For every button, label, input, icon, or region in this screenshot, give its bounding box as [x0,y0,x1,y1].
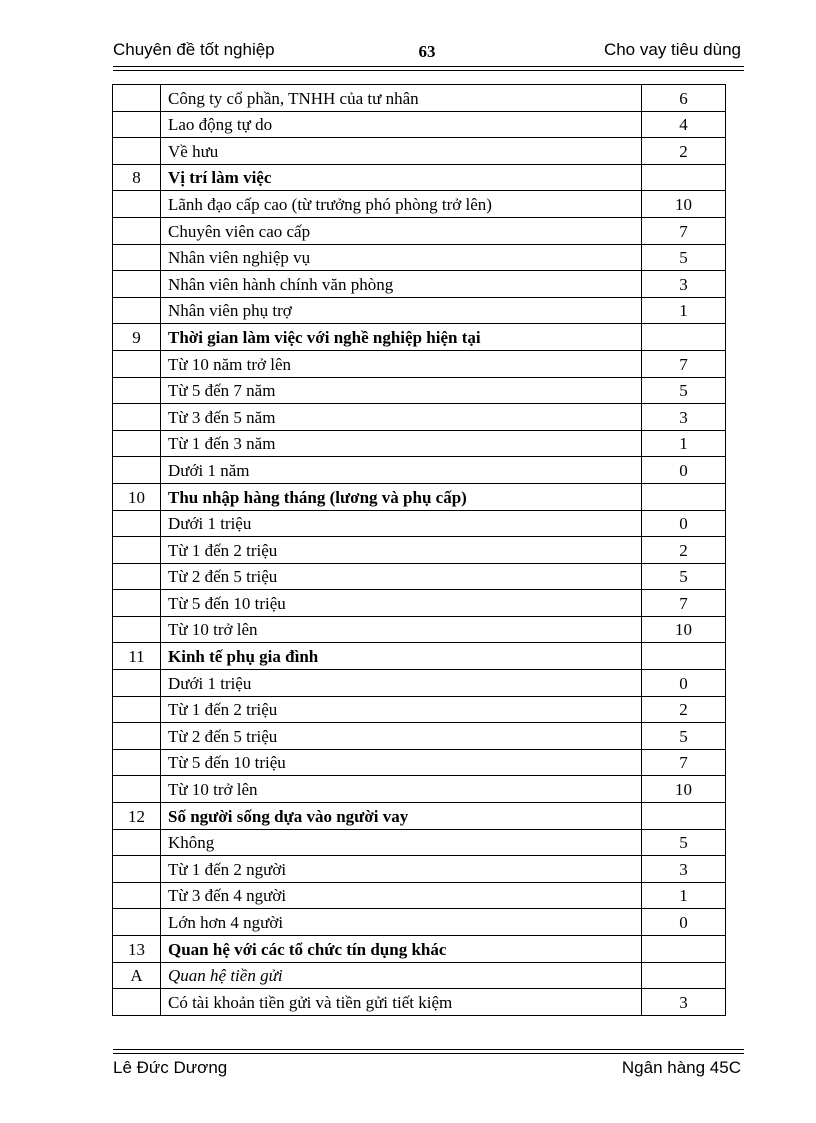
table-row [113,244,726,271]
criterion-cell: Lao động tự do [161,111,642,138]
score-cell: 3 [642,404,726,431]
row-number-cell [113,85,161,112]
criterion-cell: Từ 5 đến 10 triệu [161,749,642,776]
table-row [113,989,726,1016]
criterion-cell: Từ 2 đến 5 triệu [161,723,642,750]
score-cell: 5 [642,723,726,750]
score-cell: 10 [642,616,726,643]
footer-divider [113,1049,744,1054]
table-row [113,803,726,830]
criterion-cell: Từ 10 trở lên [161,776,642,803]
table-row [113,696,726,723]
table-row [113,191,726,218]
score-cell: 5 [642,244,726,271]
score-cell [642,483,726,510]
score-cell: 0 [642,909,726,936]
row-number-cell: A [113,962,161,989]
table-row [113,164,726,191]
score-cell: 4 [642,111,726,138]
row-number-cell [113,377,161,404]
criterion-cell: Nhân viên nghiệp vụ [161,244,642,271]
table-row [113,404,726,431]
table-row [113,297,726,324]
criterion-cell: Từ 5 đến 10 triệu [161,590,642,617]
score-cell [642,936,726,963]
row-number-cell [113,882,161,909]
footer-class: Ngân hàng 45C [621,1058,741,1077]
row-number-cell [113,217,161,244]
table-row [113,670,726,697]
row-number-cell [113,138,161,165]
table-row [113,324,726,351]
score-cell: 5 [642,563,726,590]
score-cell [642,643,726,670]
score-cell: 2 [642,138,726,165]
row-number-cell: 12 [113,803,161,830]
score-cell [642,962,726,989]
table-row [113,217,726,244]
page-number: 63 [418,42,436,61]
score-cell [642,164,726,191]
criterion-cell: Kinh tế phụ gia đình [161,643,642,670]
criterion-cell: Dưới 1 triệu [161,510,642,537]
table-row [113,563,726,590]
row-number-cell [113,723,161,750]
table-row [113,138,726,165]
criterion-cell: Dưới 1 triệu [161,670,642,697]
criterion-cell: Về hưu [161,138,642,165]
row-number-cell [113,616,161,643]
row-number-cell [113,696,161,723]
criterion-cell: Lãnh đạo cấp cao (từ trưởng phó phòng trở lên) [161,191,642,218]
header-topic: Cho vay tiêu dùng [603,40,741,59]
score-cell [642,803,726,830]
criterion-cell: Từ 10 trở lên [161,616,642,643]
page-header [113,40,741,64]
table-row [113,882,726,909]
row-number-cell [113,510,161,537]
criterion-cell: Chuyên viên cao cấp [161,217,642,244]
table-row [113,111,726,138]
row-number-cell: 11 [113,643,161,670]
criterion-cell: Lớn hơn 4 người [161,909,642,936]
criterion-cell: Dưới 1 năm [161,457,642,484]
score-cell: 1 [642,882,726,909]
score-cell: 5 [642,377,726,404]
table-row [113,643,726,670]
row-number-cell [113,909,161,936]
header-divider [113,66,744,71]
table-row [113,829,726,856]
row-number-cell [113,563,161,590]
score-cell: 0 [642,457,726,484]
row-number-cell: 9 [113,324,161,351]
table-row [113,271,726,298]
row-number-cell [113,590,161,617]
table-row [113,590,726,617]
criterion-cell: Quan hệ tiền gửi [161,962,642,989]
row-number-cell [113,776,161,803]
score-cell: 3 [642,271,726,298]
score-cell: 2 [642,696,726,723]
table-row [113,856,726,883]
score-cell: 0 [642,510,726,537]
header-document-title: Chuyên đề tốt nghiệp [113,40,275,59]
row-number-cell [113,537,161,564]
table-row [113,909,726,936]
table-row [113,457,726,484]
table-row [113,776,726,803]
table-row [113,510,726,537]
criterion-cell: Nhân viên hành chính văn phòng [161,271,642,298]
score-cell: 7 [642,350,726,377]
score-cell: 6 [642,85,726,112]
score-cell: 7 [642,217,726,244]
row-number-cell [113,829,161,856]
criterion-cell: Quan hệ với các tổ chức tín dụng khác [161,936,642,963]
row-number-cell [113,271,161,298]
row-number-cell [113,670,161,697]
criterion-cell: Nhân viên phụ trợ [161,297,642,324]
row-number-cell [113,350,161,377]
score-cell: 10 [642,776,726,803]
criterion-cell: Từ 1 đến 2 người [161,856,642,883]
score-cell: 5 [642,829,726,856]
table-row [113,483,726,510]
row-number-cell [113,297,161,324]
row-number-cell [113,111,161,138]
footer-author: Lê Đức Dương [113,1058,228,1077]
row-number-cell [113,457,161,484]
criterion-cell: Từ 3 đến 4 người [161,882,642,909]
criterion-cell: Vị trí làm việc [161,164,642,191]
criterion-cell: Từ 1 đến 2 triệu [161,696,642,723]
criterion-cell: Từ 5 đến 7 năm [161,377,642,404]
score-cell: 1 [642,297,726,324]
table-row [113,430,726,457]
criterion-cell: Thời gian làm việc với nghề nghiệp hiện tại [161,324,642,351]
row-number-cell [113,856,161,883]
score-cell: 2 [642,537,726,564]
table-row [113,749,726,776]
row-number-cell [113,989,161,1016]
criterion-cell: Không [161,829,642,856]
table-row [113,936,726,963]
row-number-cell [113,430,161,457]
score-cell: 10 [642,191,726,218]
row-number-cell: 8 [113,164,161,191]
scoring-table [112,84,726,1016]
criterion-cell: Từ 1 đến 2 triệu [161,537,642,564]
table-row [113,377,726,404]
row-number-cell [113,749,161,776]
score-cell: 0 [642,670,726,697]
row-number-cell [113,244,161,271]
criterion-cell: Từ 1 đến 3 năm [161,430,642,457]
table-row [113,723,726,750]
table-row [113,616,726,643]
score-cell: 7 [642,590,726,617]
row-number-cell [113,191,161,218]
criterion-cell: Có tài khoản tiền gửi và tiền gửi tiết kiệm [161,989,642,1016]
criterion-cell: Từ 2 đến 5 triệu [161,563,642,590]
table-row [113,537,726,564]
row-number-cell: 10 [113,483,161,510]
table-row [113,350,726,377]
table-row [113,85,726,112]
criterion-cell: Công ty cổ phần, TNHH của tư nhân [161,85,642,112]
row-number-cell [113,404,161,431]
criterion-cell: Từ 10 năm trở lên [161,350,642,377]
criterion-cell: Thu nhập hàng tháng (lương và phụ cấp) [161,483,642,510]
score-cell: 1 [642,430,726,457]
score-cell: 3 [642,989,726,1016]
criterion-cell: Số người sống dựa vào người vay [161,803,642,830]
table-row [113,962,726,989]
scoring-table-body [113,85,726,1016]
score-cell [642,324,726,351]
row-number-cell: 13 [113,936,161,963]
score-cell: 3 [642,856,726,883]
criterion-cell: Từ 3 đến 5 năm [161,404,642,431]
score-cell: 7 [642,749,726,776]
